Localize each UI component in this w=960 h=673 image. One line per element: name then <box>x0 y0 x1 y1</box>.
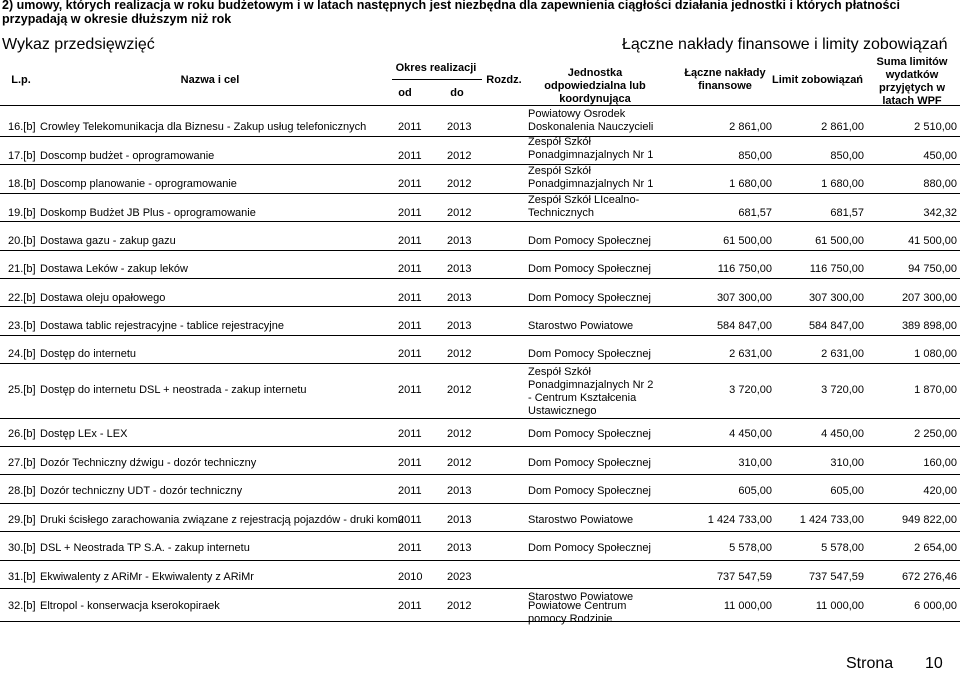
row-divider <box>0 250 960 251</box>
row-suma: 6 000,00 <box>914 600 957 612</box>
row-jednostka: Dom Pomocy Społecznej <box>528 457 651 469</box>
col-header-rozdz: Rozdz. <box>486 74 522 86</box>
row-limit: 584 847,00 <box>808 320 864 332</box>
row-od: 2011 <box>398 235 422 247</box>
col-header-okres: Okres realizacji <box>395 62 477 74</box>
row-limit: 2 631,00 <box>821 348 864 360</box>
row-laczne: 737 547,59 <box>716 571 772 583</box>
col-header-jednostka: Jednostka odpowiedzialna lub koordynująca <box>544 67 646 105</box>
row-lp: 29.[b] <box>8 514 36 526</box>
row-nazwa: Dostawa tablic rejestracyjne - tablice rejestracyjne <box>40 320 284 332</box>
row-jednostka: Dom Pomocy Społecznej <box>528 485 651 497</box>
row-laczne: 11 000,00 <box>723 600 772 612</box>
row-suma: 949 822,00 <box>901 514 957 526</box>
row-nazwa: Crowley Telekomunikacja dla Biznesu - Zakup usług telefonicznych <box>40 121 367 133</box>
row-limit: 11 000,00 <box>815 600 864 612</box>
row-divider <box>0 560 960 561</box>
row-nazwa: Eltropol - konserwacja kserokopiraek <box>40 600 220 612</box>
row-jednostka: Zespół Szkół LIcealno-Technicznych <box>528 194 640 219</box>
row-do: 2012 <box>447 428 472 440</box>
page-label: Strona <box>846 655 894 672</box>
page-number: 10 <box>925 655 943 672</box>
row-suma: 2 654,00 <box>914 542 957 554</box>
row-limit: 1 680,00 <box>821 178 864 190</box>
row-do: 2023 <box>447 571 472 583</box>
row-laczne: 605,00 <box>738 485 772 497</box>
row-od: 2011 <box>398 207 422 219</box>
row-limit: 310,00 <box>830 457 864 469</box>
row-limit: 4 450,00 <box>821 428 864 440</box>
row-do: 2012 <box>447 348 472 360</box>
row-laczne: 681,57 <box>738 207 772 219</box>
row-jednostka: Starostwo Powiatowe <box>528 591 634 603</box>
row-lp: 18.[b] <box>8 178 36 190</box>
row-suma: 672 276,46 <box>901 571 957 583</box>
row-divider <box>0 278 960 279</box>
row-od: 2011 <box>398 384 422 396</box>
row-limit: 605,00 <box>830 485 864 497</box>
intro-text: 2) umowy, których realizacja w roku budżetowym i w latach następnych jest niezbędna dla zapewnienia ciągłości działania jednostki i których płatności przypadają w okresie dłuższym niż rok <box>2 0 900 26</box>
row-od: 2011 <box>398 542 422 554</box>
col-header-nazwa: Nazwa i cel <box>180 74 240 86</box>
row-do: 2013 <box>447 542 472 554</box>
row-od: 2011 <box>398 600 422 612</box>
row-limit: 61 500,00 <box>815 235 864 247</box>
row-lp: 32.[b] <box>8 600 36 612</box>
row-lp: 28.[b] <box>8 485 36 497</box>
row-jednostka: Starostwo Powiatowe <box>528 514 634 526</box>
col-header-do: do <box>450 87 464 99</box>
row-do: 2012 <box>447 150 472 162</box>
row-jednostka: Zespół Szkół Ponadgimnazjalnych Nr 1 <box>528 165 654 190</box>
header-divider <box>0 105 960 106</box>
row-nazwa: Druki ścisłego zarachowania związane z rejestracją pojazdów - druki komu <box>40 514 404 526</box>
row-do: 2013 <box>447 263 472 275</box>
row-laczne: 2 861,00 <box>729 121 772 133</box>
row-divider <box>0 446 960 447</box>
row-laczne: 4 450,00 <box>729 428 772 440</box>
row-od: 2011 <box>398 121 422 133</box>
row-jednostka: Zespół Szkół Ponadgimnazjalnych Nr 2 - Centrum Kształcenia Ustawicznego <box>528 366 654 417</box>
row-do: 2013 <box>447 485 472 497</box>
row-limit: 3 720,00 <box>821 384 864 396</box>
row-od: 2011 <box>398 263 422 275</box>
row-od: 2010 <box>398 571 423 583</box>
row-suma: 450,00 <box>923 150 957 162</box>
row-nazwa: Dostęp do internetu DSL + neostrada - zakup internetu <box>40 384 307 396</box>
row-laczne: 1 424 733,00 <box>707 514 772 526</box>
section-heading-financial: Łączne nakłady finansowe i limity zobowiązań <box>622 36 948 53</box>
row-limit: 850,00 <box>830 150 864 162</box>
col-header-lp: L.p. <box>11 74 31 86</box>
row-divider <box>0 335 960 336</box>
row-nazwa: Doscomp planowanie - oprogramowanie <box>40 178 237 190</box>
row-jednostka: Powiatowe Centrum pomocy Rodzinie <box>528 600 627 625</box>
row-laczne: 116 750,00 <box>717 263 772 275</box>
row-limit: 307 300,00 <box>808 292 864 304</box>
row-nazwa: Doskomp Budżet JB Plus - oprogramowanie <box>40 207 256 219</box>
row-od: 2011 <box>398 348 422 360</box>
row-jednostka: Dom Pomocy Społecznej <box>528 542 651 554</box>
row-divider <box>0 531 960 532</box>
row-suma: 160,00 <box>923 457 957 469</box>
row-laczne: 584 847,00 <box>716 320 772 332</box>
row-do: 2013 <box>447 121 472 133</box>
row-od: 2011 <box>398 150 422 162</box>
row-lp: 26.[b] <box>8 428 36 440</box>
row-limit: 737 547,59 <box>808 571 864 583</box>
row-suma: 207 300,00 <box>901 292 957 304</box>
row-suma: 1 870,00 <box>914 384 957 396</box>
row-lp: 21.[b] <box>8 263 36 275</box>
row-od: 2011 <box>398 485 422 497</box>
row-do: 2013 <box>447 292 472 304</box>
row-divider <box>0 503 960 504</box>
row-nazwa: Dostawa oleju opałowego <box>40 292 166 304</box>
row-do: 2013 <box>447 514 472 526</box>
row-divider <box>0 164 960 165</box>
row-limit: 2 861,00 <box>821 121 864 133</box>
row-divider <box>0 474 960 475</box>
row-laczne: 3 720,00 <box>729 384 772 396</box>
row-nazwa: Dostęp do internetu <box>40 348 137 360</box>
row-lp: 17.[b] <box>8 150 36 162</box>
row-do: 2012 <box>447 207 472 219</box>
row-od: 2011 <box>398 292 422 304</box>
row-limit: 5 578,00 <box>821 542 864 554</box>
row-nazwa: DSL + Neostrada TP S.A. - zakup internetu <box>40 542 250 554</box>
row-divider <box>0 221 960 222</box>
row-lp: 27.[b] <box>8 457 36 469</box>
row-divider <box>0 136 960 137</box>
col-header-od: od <box>398 87 412 99</box>
row-nazwa: Dozór Techniczny dźwigu - dozór techniczny <box>40 457 257 469</box>
header-divider-okres <box>392 79 482 80</box>
row-jednostka: Dom Pomocy Społecznej <box>528 235 651 247</box>
row-od: 2011 <box>398 428 422 440</box>
row-lp: 31.[b] <box>8 571 36 583</box>
row-limit: 1 424 733,00 <box>799 514 864 526</box>
row-nazwa: Dostawa Leków - zakup leków <box>40 263 188 275</box>
row-lp: 24.[b] <box>8 348 36 360</box>
row-laczne: 5 578,00 <box>729 542 772 554</box>
row-suma: 880,00 <box>923 178 957 190</box>
row-divider <box>0 588 960 589</box>
row-do: 2012 <box>447 600 472 612</box>
col-header-suma: Suma limitów wydatków przyjętych w latach WPF <box>876 56 948 107</box>
row-laczne: 307 300,00 <box>716 292 772 304</box>
row-suma: 389 898,00 <box>901 320 957 332</box>
row-divider <box>0 363 960 364</box>
row-laczne: 850,00 <box>738 150 772 162</box>
row-od: 2011 <box>398 514 422 526</box>
row-suma: 94 750,00 <box>908 263 957 275</box>
row-do: 2012 <box>447 178 472 190</box>
row-lp: 25.[b] <box>8 384 36 396</box>
row-do: 2013 <box>447 320 472 332</box>
row-divider <box>0 418 960 419</box>
row-do: 2013 <box>447 235 472 247</box>
row-limit: 116 750,00 <box>809 263 864 275</box>
row-do: 2012 <box>447 384 472 396</box>
row-jednostka: Powiatowy Osrodek Doskonalenia Nauczycieli <box>528 108 654 133</box>
col-header-limit: Limit zobowiązań <box>771 74 864 86</box>
row-lp: 19.[b] <box>8 207 36 219</box>
row-lp: 16.[b] <box>8 121 36 133</box>
row-jednostka: Zespół Szkół Ponadgimnazjalnych Nr 1 <box>528 136 654 161</box>
row-lp: 30.[b] <box>8 542 36 554</box>
row-nazwa: Dostawa gazu - zakup gazu <box>40 235 176 247</box>
col-header-laczne: Łączne nakłady finansowe <box>684 67 766 92</box>
row-suma: 1 080,00 <box>914 348 957 360</box>
row-do: 2012 <box>447 457 472 469</box>
row-suma: 41 500,00 <box>908 235 957 247</box>
row-suma: 342,32 <box>923 207 957 219</box>
row-laczne: 2 631,00 <box>729 348 772 360</box>
row-lp: 22.[b] <box>8 292 36 304</box>
row-od: 2011 <box>398 178 422 190</box>
row-suma: 2 250,00 <box>914 428 957 440</box>
row-suma: 420,00 <box>923 485 957 497</box>
row-divider <box>0 621 960 622</box>
row-nazwa: Dozór techniczny UDT - dozór techniczny <box>40 485 243 497</box>
row-limit: 681,57 <box>830 207 864 219</box>
row-od: 2011 <box>398 457 422 469</box>
row-jednostka: Dom Pomocy Społecznej <box>528 292 651 304</box>
row-divider <box>0 306 960 307</box>
row-laczne: 310,00 <box>738 457 772 469</box>
row-nazwa: Dostęp LEx - LEX <box>40 428 128 440</box>
row-lp: 20.[b] <box>8 235 36 247</box>
row-nazwa: Ekwiwalenty z ARiMr - Ekwiwalenty z ARiMr <box>40 571 254 583</box>
row-nazwa: Doscomp budżet - oprogramowanie <box>40 150 215 162</box>
section-heading: Wykaz przedsięwzięć <box>2 36 155 53</box>
row-divider <box>0 193 960 194</box>
row-jednostka: Starostwo Powiatowe <box>528 320 634 332</box>
row-jednostka: Dom Pomocy Społecznej <box>528 428 651 440</box>
row-laczne: 61 500,00 <box>723 235 772 247</box>
row-jednostka: Dom Pomocy Społecznej <box>528 348 651 360</box>
row-lp: 23.[b] <box>8 320 36 332</box>
row-laczne: 1 680,00 <box>729 178 772 190</box>
row-suma: 2 510,00 <box>914 121 957 133</box>
row-jednostka: Dom Pomocy Społecznej <box>528 263 651 275</box>
row-od: 2011 <box>398 320 422 332</box>
